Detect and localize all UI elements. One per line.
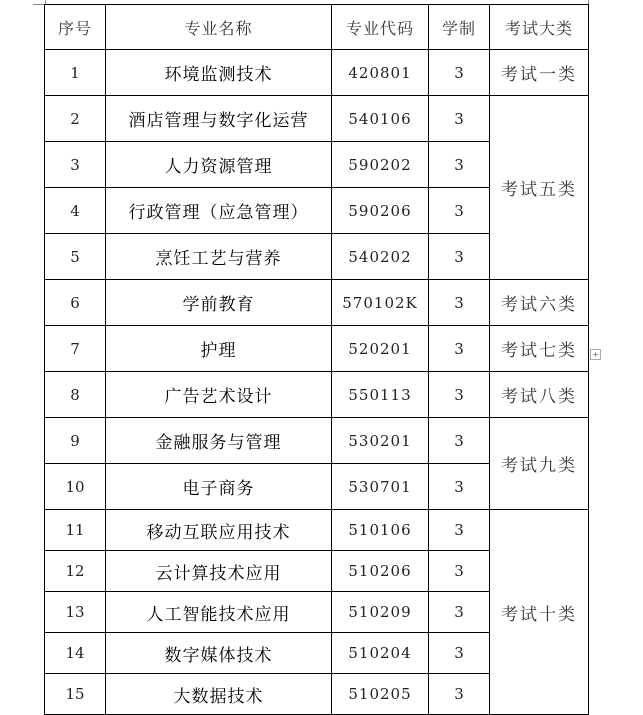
row-seq: 6: [45, 280, 106, 326]
row-years: 3: [429, 464, 490, 510]
row-category: 考试五类: [490, 96, 589, 280]
row-years: 3: [429, 280, 490, 326]
row-seq: 5: [45, 234, 106, 280]
row-years: 3: [429, 592, 490, 633]
row-category: 考试七类: [490, 326, 589, 372]
row-category: 考试六类: [490, 280, 589, 326]
table-move-handle-icon[interactable]: +: [590, 349, 601, 360]
row-seq: 3: [45, 142, 106, 188]
majors-table: [44, 4, 589, 715]
row-major-name: 金融服务与管理: [106, 418, 332, 464]
row-years: 3: [429, 633, 490, 674]
row-years: 3: [429, 326, 490, 372]
row-major-name: 人工智能技术应用: [106, 592, 332, 633]
row-years: 3: [429, 234, 490, 280]
row-years: 3: [429, 674, 490, 715]
row-major-code: 510205: [332, 674, 429, 715]
row-major-name: 护理: [106, 326, 332, 372]
row-major-code: 550113: [332, 372, 429, 418]
row-years: 3: [429, 50, 490, 96]
row-seq: 1: [45, 50, 106, 96]
row-major-code: 530201: [332, 418, 429, 464]
row-major-name: 烹饪工艺与营养: [106, 234, 332, 280]
row-major-name: 广告艺术设计: [106, 372, 332, 418]
row-major-code: 510209: [332, 592, 429, 633]
row-major-name: 电子商务: [106, 464, 332, 510]
row-major-code: 540106: [332, 96, 429, 142]
table-row: [45, 510, 589, 551]
table-row: [45, 50, 589, 96]
row-years: 3: [429, 510, 490, 551]
row-years: 3: [429, 142, 490, 188]
table-header-row: [45, 5, 589, 50]
row-seq: 15: [45, 674, 106, 715]
row-major-name: 大数据技术: [106, 674, 332, 715]
row-major-name: 人力资源管理: [106, 142, 332, 188]
table-row: [45, 418, 589, 464]
row-major-code: 540202: [332, 234, 429, 280]
table-row: [45, 372, 589, 418]
row-seq: 12: [45, 551, 106, 592]
row-years: 3: [429, 551, 490, 592]
row-years: 3: [429, 372, 490, 418]
row-major-name: 学前教育: [106, 280, 332, 326]
row-seq: 4: [45, 188, 106, 234]
row-seq: 7: [45, 326, 106, 372]
header-category: 考试大类: [490, 5, 589, 50]
table-row: [45, 96, 589, 142]
row-major-code: 590206: [332, 188, 429, 234]
row-major-code: 510206: [332, 551, 429, 592]
header-seq: 序号: [45, 5, 106, 50]
row-major-name: 酒店管理与数字化运营: [106, 96, 332, 142]
row-major-code: 520201: [332, 326, 429, 372]
row-major-code: 590202: [332, 142, 429, 188]
table-row: [45, 280, 589, 326]
row-major-name: 行政管理（应急管理）: [106, 188, 332, 234]
row-major-code: 510106: [332, 510, 429, 551]
row-category: 考试八类: [490, 372, 589, 418]
header-code: 专业代码: [332, 5, 429, 50]
row-major-code: 510204: [332, 633, 429, 674]
row-major-code: 570102K: [332, 280, 429, 326]
row-seq: 11: [45, 510, 106, 551]
row-category: 考试一类: [490, 50, 589, 96]
row-major-name: 环境监测技术: [106, 50, 332, 96]
row-years: 3: [429, 96, 490, 142]
header-name: 专业名称: [106, 5, 332, 50]
row-seq: 10: [45, 464, 106, 510]
row-years: 3: [429, 188, 490, 234]
row-years: 3: [429, 418, 490, 464]
row-major-code: 420801: [332, 50, 429, 96]
row-seq: 9: [45, 418, 106, 464]
row-major-code: 530701: [332, 464, 429, 510]
row-major-name: 数字媒体技术: [106, 633, 332, 674]
table-row: [45, 326, 589, 372]
row-major-name: 移动互联应用技术: [106, 510, 332, 551]
row-category: 考试十类: [490, 510, 589, 715]
row-seq: 8: [45, 372, 106, 418]
row-seq: 13: [45, 592, 106, 633]
row-seq: 14: [45, 633, 106, 674]
header-years: 学制: [429, 5, 490, 50]
row-major-name: 云计算技术应用: [106, 551, 332, 592]
row-category: 考试九类: [490, 418, 589, 510]
row-seq: 2: [45, 96, 106, 142]
